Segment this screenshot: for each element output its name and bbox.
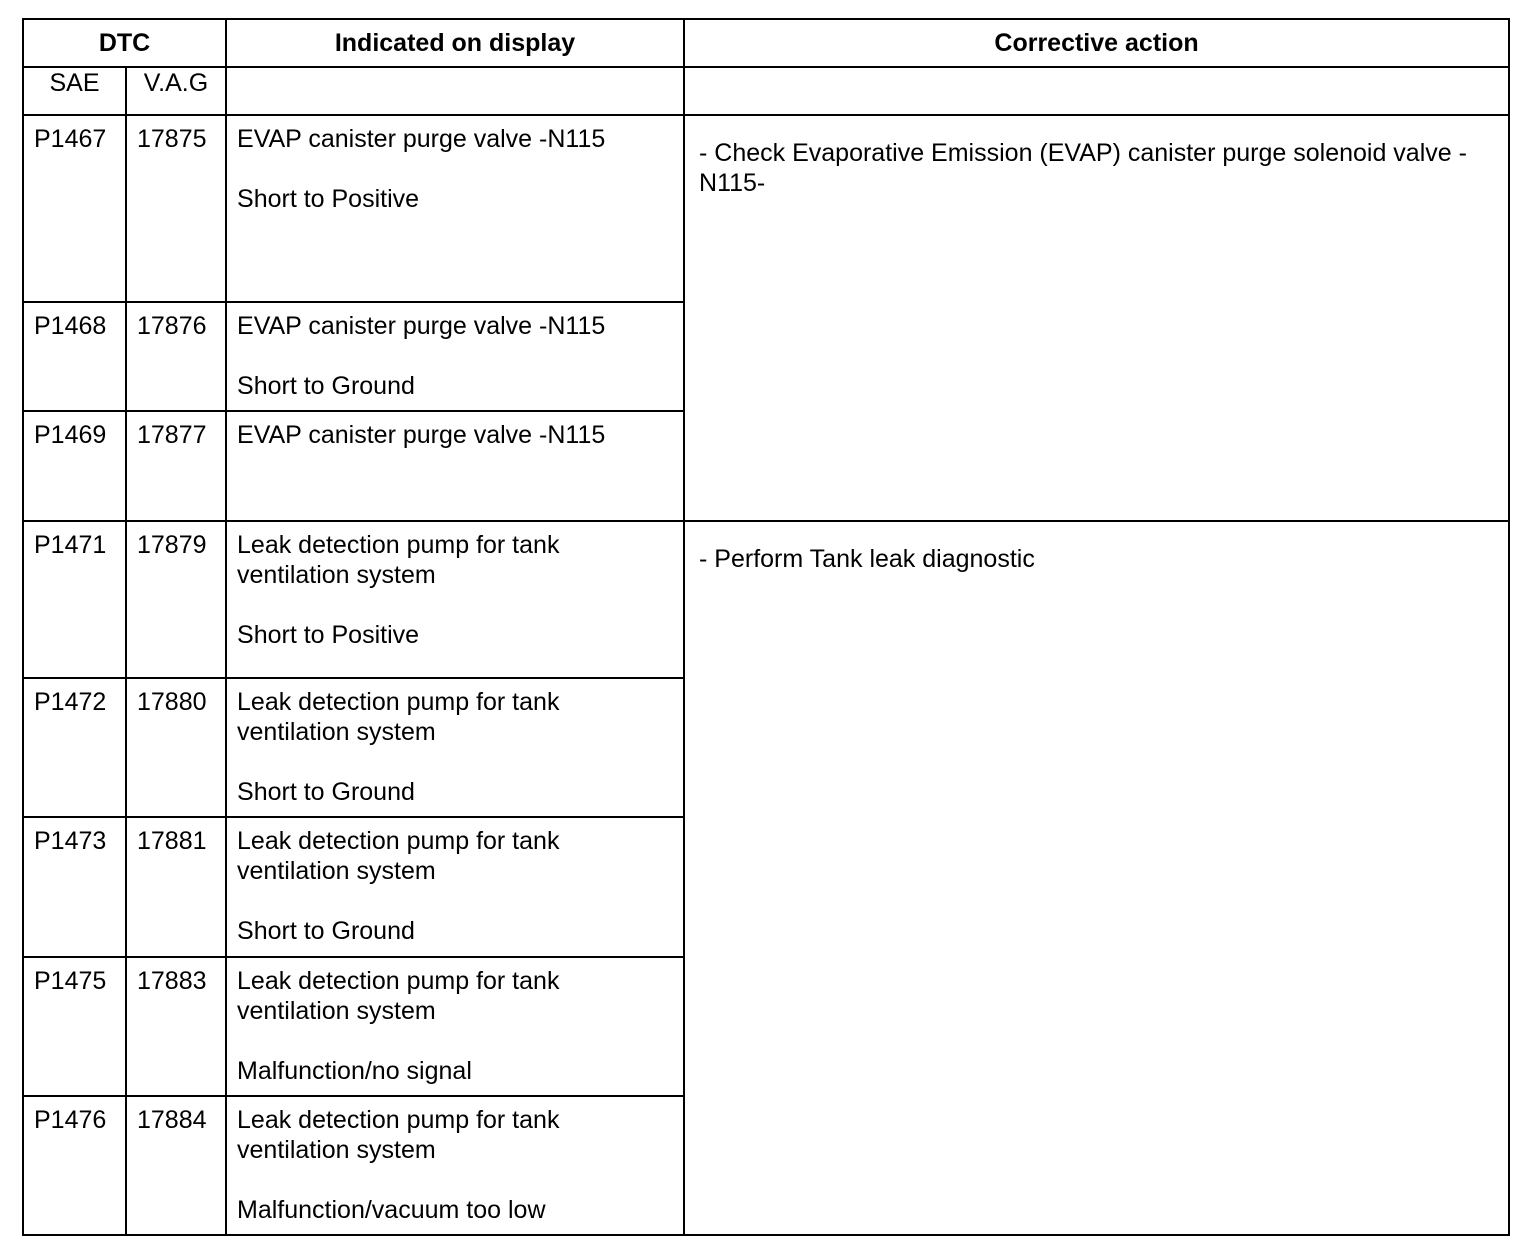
vag-code: 17877 xyxy=(126,411,226,521)
status-text: Short to Positive xyxy=(237,621,420,649)
component-text: Leak detection pump for tank ventilation system xyxy=(237,688,560,746)
indicated-cell xyxy=(226,115,684,302)
subheader-empty-cell xyxy=(684,67,1509,115)
indicated-cell xyxy=(226,411,684,521)
table-row xyxy=(23,521,1509,678)
header-row xyxy=(23,19,1509,67)
header-sae: SAE xyxy=(23,67,126,115)
header-corrective-action: Corrective action xyxy=(684,19,1509,67)
vag-code: 17880 xyxy=(126,678,226,817)
component-text: EVAP canister purge valve -N115 xyxy=(237,125,606,153)
component-text: Leak detection pump for tank ventilation system xyxy=(237,967,560,1025)
corrective-action-cell: - Perform Tank leak diagnostic xyxy=(684,521,1509,1235)
indicated-cell xyxy=(226,678,684,817)
status-text: Short to Ground xyxy=(237,372,415,400)
component-text: Leak detection pump for tank ventilation system xyxy=(237,1106,560,1164)
header-indicated-on-display: Indicated on display xyxy=(226,19,684,67)
status-text: Malfunction/vacuum too low xyxy=(237,1196,546,1224)
sae-code: P1471 xyxy=(23,521,126,678)
status-text: Short to Positive xyxy=(237,185,420,213)
status-text: Short to Ground xyxy=(237,917,415,945)
indicated-cell xyxy=(226,817,684,957)
indicated-cell xyxy=(226,957,684,1096)
dtc-table xyxy=(22,18,1510,1236)
sae-code: P1473 xyxy=(23,817,126,957)
vag-code: 17875 xyxy=(126,115,226,302)
sae-code: P1469 xyxy=(23,411,126,521)
sae-code: P1475 xyxy=(23,957,126,1096)
status-text: Short to Ground xyxy=(237,778,415,806)
sae-code: P1468 xyxy=(23,302,126,411)
component-text: Leak detection pump for tank ventilation system xyxy=(237,531,560,589)
vag-code: 17883 xyxy=(126,957,226,1096)
component-text: EVAP canister purge valve -N115 xyxy=(237,312,606,340)
header-vag: V.A.G xyxy=(126,67,226,115)
sae-code: P1472 xyxy=(23,678,126,817)
vag-code: 17876 xyxy=(126,302,226,411)
component-text: Leak detection pump for tank ventilation system xyxy=(237,827,560,885)
table-row xyxy=(23,115,1509,302)
component-text: EVAP canister purge valve -N115 xyxy=(237,421,606,449)
indicated-cell xyxy=(226,1096,684,1235)
indicated-cell xyxy=(226,521,684,678)
status-text: Malfunction/no signal xyxy=(237,1057,472,1085)
indicated-cell xyxy=(226,302,684,411)
vag-code: 17884 xyxy=(126,1096,226,1235)
sae-code: P1467 xyxy=(23,115,126,302)
header-dtc: DTC xyxy=(23,19,226,67)
vag-code: 17879 xyxy=(126,521,226,678)
subheader-row xyxy=(23,67,1509,115)
corrective-action-cell: - Check Evaporative Emission (EVAP) canister purge solenoid valve -N115- xyxy=(684,115,1509,521)
sae-code: P1476 xyxy=(23,1096,126,1235)
vag-code: 17881 xyxy=(126,817,226,957)
subheader-empty-cell xyxy=(226,67,684,115)
